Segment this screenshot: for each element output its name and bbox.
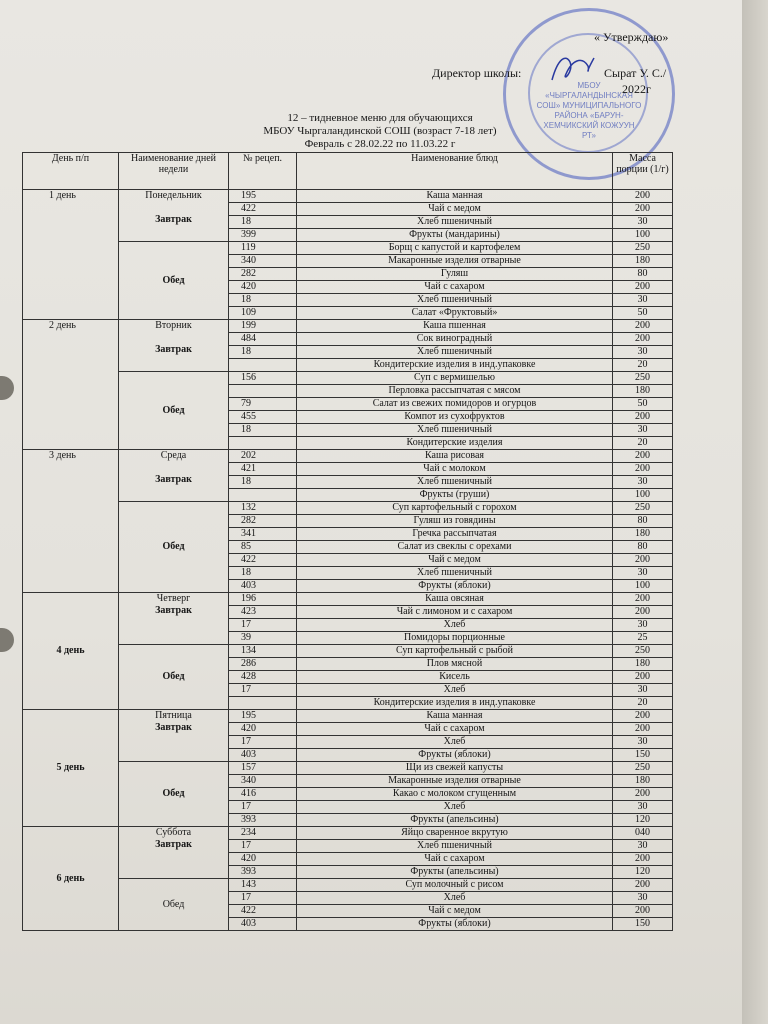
table-row xyxy=(23,320,673,333)
meal-label: Завтрак xyxy=(155,474,192,485)
portion-mass: 180 xyxy=(613,658,673,671)
day-label: 5 день xyxy=(23,710,119,827)
portion-mass: 200 xyxy=(613,606,673,619)
recipe-number: 18 xyxy=(229,294,297,307)
portion-mass: 250 xyxy=(613,645,673,658)
title-line-2: МБОУ Чыргаландинской СОШ (возраст 7-18 лет) xyxy=(263,125,497,137)
recipe-number: 195 xyxy=(229,190,297,203)
dish-name: Фрукты (мандарины) xyxy=(297,229,613,242)
recipe-number: 85 xyxy=(229,541,297,554)
dish-name: Суп молочный с рисом xyxy=(297,879,613,892)
meal-label: Обед xyxy=(162,898,185,910)
dish-name: Кондитерские изделия в инд.упаковке xyxy=(297,359,613,372)
portion-mass: 180 xyxy=(613,775,673,788)
recipe-number: 134 xyxy=(229,645,297,658)
table-header-row xyxy=(23,153,673,190)
dish-name: Чай с медом xyxy=(297,905,613,918)
recipe-number: 143 xyxy=(229,879,297,892)
dish-name: Кисель xyxy=(297,671,613,684)
approval-role: Директор школы: xyxy=(432,66,522,80)
table-row xyxy=(23,879,673,892)
portion-mass: 200 xyxy=(613,710,673,723)
dish-name: Помидоры порционные xyxy=(297,632,613,645)
dish-name: Кондитерские изделия в инд.упаковке xyxy=(297,697,613,710)
recipe-number: 423 xyxy=(229,606,297,619)
recipe-number: 422 xyxy=(229,203,297,216)
recipe-number: 195 xyxy=(229,710,297,723)
portion-mass: 200 xyxy=(613,671,673,684)
dish-name: Кондитерские изделия xyxy=(297,437,613,450)
portion-mass: 200 xyxy=(613,203,673,216)
meal-label: Обед xyxy=(162,274,185,286)
recipe-number: 18 xyxy=(229,424,297,437)
portion-mass: 200 xyxy=(613,723,673,736)
dish-name: Гречка рассыпчатая xyxy=(297,528,613,541)
meal-label: Завтрак xyxy=(155,605,192,616)
portion-mass: 30 xyxy=(613,216,673,229)
punch-hole xyxy=(0,376,14,400)
recipe-number: 484 xyxy=(229,333,297,346)
portion-mass: 200 xyxy=(613,333,673,346)
dish-name: Хлеб пшеничный xyxy=(297,216,613,229)
dish-name: Каша манная xyxy=(297,710,613,723)
meal-cell xyxy=(119,502,229,593)
menu-table xyxy=(22,152,673,931)
recipe-number xyxy=(229,385,297,398)
header-day: День п/п xyxy=(23,153,119,190)
dish-name: Салат из свеклы с орехами xyxy=(297,541,613,554)
table-row xyxy=(23,190,673,203)
meal-cell xyxy=(119,450,229,502)
recipe-number: 340 xyxy=(229,255,297,268)
recipe-number: 202 xyxy=(229,450,297,463)
dish-name: Борщ с капустой и картофелем xyxy=(297,242,613,255)
meal-cell xyxy=(119,320,229,372)
dish-name: Фрукты (яблоки) xyxy=(297,749,613,762)
approval-name: Сырат У. С./ xyxy=(604,66,667,80)
dish-name: Гуляш xyxy=(297,268,613,281)
portion-mass: 30 xyxy=(613,684,673,697)
recipe-number xyxy=(229,359,297,372)
dish-name: Каша манная xyxy=(297,190,613,203)
weekday-label: Среда xyxy=(160,450,187,461)
portion-mass: 040 xyxy=(613,827,673,840)
document-title xyxy=(140,112,620,151)
dish-name: Суп картофельный с горохом xyxy=(297,502,613,515)
portion-mass: 200 xyxy=(613,788,673,801)
table-row xyxy=(23,593,673,606)
dish-name: Хлеб пшеничный xyxy=(297,424,613,437)
dish-name: Макаронные изделия отварные xyxy=(297,255,613,268)
dish-name: Хлеб пшеничный xyxy=(297,476,613,489)
portion-mass: 30 xyxy=(613,736,673,749)
dish-name: Каша овсяная xyxy=(297,593,613,606)
recipe-number: 416 xyxy=(229,788,297,801)
stamp-text: МБОУ «ЧЫРГАЛАНДЫНСКАЯ СОШ» МУНИЦИПАЛЬНОГО РАЙОНА «БАРУН-ХЕМЧИКСКИЙ КОЖУУН РТ» xyxy=(536,81,642,140)
dish-name: Фрукты (груши) xyxy=(297,489,613,502)
spacer xyxy=(121,202,226,214)
recipe-number: 403 xyxy=(229,749,297,762)
portion-mass: 20 xyxy=(613,359,673,372)
recipe-number: 119 xyxy=(229,242,297,255)
dish-name: Хлеб xyxy=(297,801,613,814)
recipe-number: 340 xyxy=(229,775,297,788)
day-label: 3 день xyxy=(23,450,119,593)
table-row xyxy=(23,450,673,463)
spacer xyxy=(121,462,226,474)
table-row xyxy=(23,502,673,515)
weekday-label: Суббота xyxy=(155,827,192,838)
dish-name: Чай с сахаром xyxy=(297,281,613,294)
recipe-number xyxy=(229,489,297,502)
dish-name: Гуляш из говядины xyxy=(297,515,613,528)
portion-mass: 180 xyxy=(613,528,673,541)
recipe-number: 403 xyxy=(229,580,297,593)
portion-mass: 180 xyxy=(613,385,673,398)
dish-name: Чай с сахаром xyxy=(297,723,613,736)
table-row xyxy=(23,242,673,255)
signature-icon xyxy=(548,52,598,86)
recipe-number: 196 xyxy=(229,593,297,606)
recipe-number: 393 xyxy=(229,866,297,879)
dish-name: Фрукты (апельсины) xyxy=(297,866,613,879)
table-row xyxy=(23,710,673,723)
table-row xyxy=(23,645,673,658)
meal-cell xyxy=(119,593,229,645)
portion-mass: 100 xyxy=(613,489,673,502)
portion-mass: 100 xyxy=(613,580,673,593)
header-dish: Наименование блюд xyxy=(297,153,613,190)
portion-mass: 200 xyxy=(613,281,673,294)
portion-mass: 150 xyxy=(613,749,673,762)
portion-mass: 30 xyxy=(613,567,673,580)
portion-mass: 250 xyxy=(613,242,673,255)
meal-label: Обед xyxy=(162,788,185,799)
portion-mass: 80 xyxy=(613,268,673,281)
recipe-number: 109 xyxy=(229,307,297,320)
portion-mass: 250 xyxy=(613,372,673,385)
portion-mass: 120 xyxy=(613,814,673,827)
meal-cell xyxy=(119,879,229,931)
day-label: 4 день xyxy=(23,593,119,710)
portion-mass: 30 xyxy=(613,346,673,359)
recipe-number: 282 xyxy=(229,515,297,528)
recipe-number: 17 xyxy=(229,736,297,749)
recipe-number: 341 xyxy=(229,528,297,541)
portion-mass: 30 xyxy=(613,801,673,814)
meal-label: Завтрак xyxy=(155,214,192,225)
day-label: 6 день xyxy=(23,827,119,931)
dish-name: Чай с сахаром xyxy=(297,853,613,866)
header-recipe-number: № рецеп. xyxy=(229,153,297,190)
recipe-number: 420 xyxy=(229,281,297,294)
portion-mass: 200 xyxy=(613,463,673,476)
dish-name: Хлеб пшеничный xyxy=(297,346,613,359)
portion-mass: 200 xyxy=(613,320,673,333)
portion-mass: 180 xyxy=(613,255,673,268)
dish-name: Какао с молоком сгущенным xyxy=(297,788,613,801)
dish-name: Перловка рассыпчатая с мясом xyxy=(297,385,613,398)
recipe-number: 421 xyxy=(229,463,297,476)
table-row xyxy=(23,762,673,775)
dish-name: Фрукты (яблоки) xyxy=(297,580,613,593)
recipe-number: 234 xyxy=(229,827,297,840)
portion-mass: 200 xyxy=(613,554,673,567)
recipe-number: 79 xyxy=(229,398,297,411)
recipe-number: 420 xyxy=(229,853,297,866)
recipe-number xyxy=(229,697,297,710)
menu-table-body xyxy=(23,190,673,931)
portion-mass: 30 xyxy=(613,294,673,307)
portion-mass: 200 xyxy=(613,905,673,918)
day-label: 1 день xyxy=(23,190,119,320)
dish-name: Хлеб пшеничный xyxy=(297,294,613,307)
recipe-number: 422 xyxy=(229,554,297,567)
meal-cell xyxy=(119,372,229,450)
dish-name: Компот из сухофруктов xyxy=(297,411,613,424)
weekday-label: Пятница xyxy=(155,710,192,721)
dish-name: Чай с лимоном и с сахаром xyxy=(297,606,613,619)
meal-cell xyxy=(119,190,229,242)
dish-name: Хлеб xyxy=(297,892,613,905)
portion-mass: 200 xyxy=(613,450,673,463)
meal-label: Завтрак xyxy=(155,344,192,355)
recipe-number: 17 xyxy=(229,840,297,853)
portion-mass: 150 xyxy=(613,918,673,931)
dish-name: Каша пшенная xyxy=(297,320,613,333)
dish-name: Хлеб xyxy=(297,684,613,697)
dish-name: Чай с молоком xyxy=(297,463,613,476)
meal-cell xyxy=(119,242,229,320)
table-row xyxy=(23,827,673,840)
dish-name: Салат «Фруктовый» xyxy=(297,307,613,320)
dish-name: Салат из свежих помидоров и огурцов xyxy=(297,398,613,411)
dish-name: Яйцо сваренное вкрутую xyxy=(297,827,613,840)
recipe-number: 39 xyxy=(229,632,297,645)
meal-label: Завтрак xyxy=(155,722,192,733)
dish-name: Сок виноградный xyxy=(297,333,613,346)
portion-mass: 30 xyxy=(613,476,673,489)
recipe-number: 282 xyxy=(229,268,297,281)
portion-mass: 200 xyxy=(613,879,673,892)
weekday-label: Вторник xyxy=(155,320,192,331)
table-row xyxy=(23,372,673,385)
header-mass: Масса порции (1/г) xyxy=(613,153,673,190)
day-label: 2 день xyxy=(23,320,119,450)
dish-name: Суп с вермишелью xyxy=(297,372,613,385)
weekday-label: Четверг xyxy=(156,593,191,604)
approval-heading: « Утверждаю» xyxy=(594,30,669,44)
dish-name: Хлеб пшеничный xyxy=(297,840,613,853)
dish-name: Хлеб xyxy=(297,619,613,632)
dish-name: Суп картофельный с рыбой xyxy=(297,645,613,658)
recipe-number: 403 xyxy=(229,918,297,931)
meal-cell xyxy=(119,710,229,762)
portion-mass: 25 xyxy=(613,632,673,645)
recipe-number: 17 xyxy=(229,619,297,632)
recipe-number: 420 xyxy=(229,723,297,736)
recipe-number: 455 xyxy=(229,411,297,424)
portion-mass: 200 xyxy=(613,190,673,203)
meal-label: Обед xyxy=(162,404,185,416)
dish-name: Каша рисовая xyxy=(297,450,613,463)
dish-name: Чай с медом xyxy=(297,554,613,567)
dish-name: Макаронные изделия отварные xyxy=(297,775,613,788)
punch-hole xyxy=(0,628,14,652)
recipe-number: 428 xyxy=(229,671,297,684)
portion-mass: 200 xyxy=(613,411,673,424)
recipe-number: 393 xyxy=(229,814,297,827)
meal-cell xyxy=(119,762,229,827)
recipe-number: 18 xyxy=(229,476,297,489)
recipe-number: 17 xyxy=(229,892,297,905)
recipe-number: 17 xyxy=(229,801,297,814)
portion-mass: 50 xyxy=(613,398,673,411)
dish-name: Чай с медом xyxy=(297,203,613,216)
dish-name: Фрукты (апельсины) xyxy=(297,814,613,827)
approval-year: 2022г xyxy=(622,82,651,96)
portion-mass: 80 xyxy=(613,515,673,528)
portion-mass: 30 xyxy=(613,424,673,437)
title-line-1: 12 – тидневное меню для обучающихся xyxy=(287,112,473,124)
recipe-number: 399 xyxy=(229,229,297,242)
spacer xyxy=(121,332,226,344)
dish-name: Плов мясной xyxy=(297,658,613,671)
dish-name: Фрукты (яблоки) xyxy=(297,918,613,931)
meal-label: Завтрак xyxy=(155,839,192,850)
portion-mass: 250 xyxy=(613,502,673,515)
portion-mass: 100 xyxy=(613,229,673,242)
meal-cell xyxy=(119,645,229,710)
dish-name: Хлеб пшеничный xyxy=(297,567,613,580)
weekday-label: Понедельник xyxy=(145,190,202,201)
meal-label: Обед xyxy=(162,671,185,682)
recipe-number: 286 xyxy=(229,658,297,671)
portion-mass: 30 xyxy=(613,619,673,632)
meal-label: Обед xyxy=(162,541,185,552)
title-line-3: Февраль с 28.02.22 по 11.03.22 г xyxy=(304,138,456,150)
recipe-number: 18 xyxy=(229,567,297,580)
portion-mass: 250 xyxy=(613,762,673,775)
recipe-number: 157 xyxy=(229,762,297,775)
recipe-number: 17 xyxy=(229,684,297,697)
recipe-number: 18 xyxy=(229,346,297,359)
portion-mass: 30 xyxy=(613,840,673,853)
portion-mass: 120 xyxy=(613,866,673,879)
recipe-number: 199 xyxy=(229,320,297,333)
recipe-number: 156 xyxy=(229,372,297,385)
meal-cell xyxy=(119,827,229,879)
recipe-number: 18 xyxy=(229,216,297,229)
dish-name: Щи из свежей капусты xyxy=(297,762,613,775)
dish-name: Хлеб xyxy=(297,736,613,749)
recipe-number: 422 xyxy=(229,905,297,918)
portion-mass: 20 xyxy=(613,437,673,450)
header-meal: Наименование дней недели xyxy=(119,153,229,190)
portion-mass: 20 xyxy=(613,697,673,710)
portion-mass: 30 xyxy=(613,892,673,905)
recipe-number: 132 xyxy=(229,502,297,515)
portion-mass: 80 xyxy=(613,541,673,554)
recipe-number xyxy=(229,437,297,450)
portion-mass: 200 xyxy=(613,593,673,606)
portion-mass: 200 xyxy=(613,853,673,866)
portion-mass: 50 xyxy=(613,307,673,320)
